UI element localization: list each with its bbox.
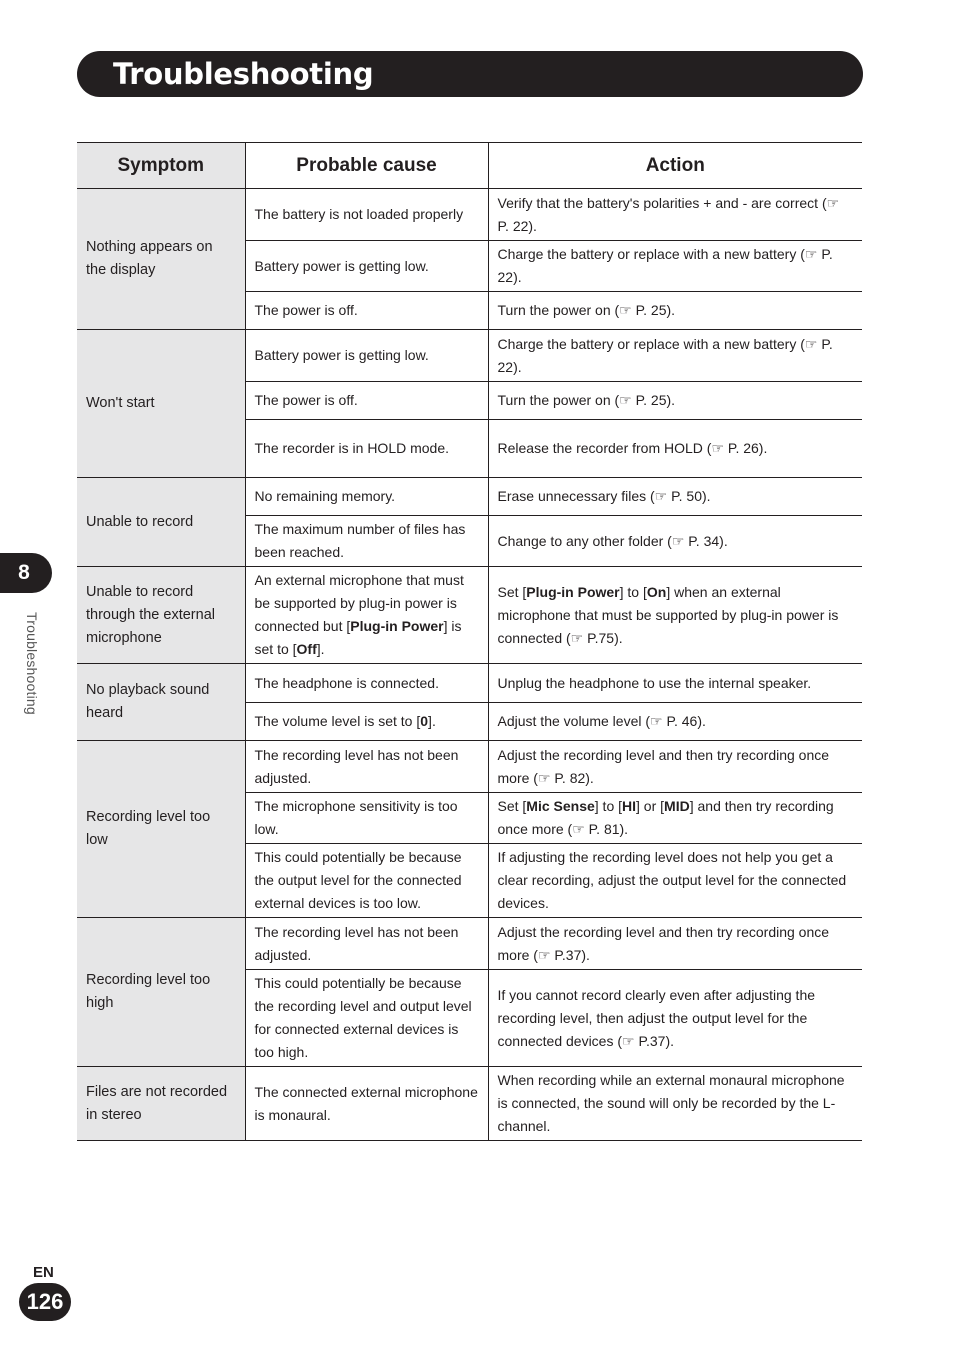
cause-cell: This could potentially be because the output level for the connected external devices is too low. <box>245 844 488 918</box>
cause-cell: Battery power is getting low. <box>245 330 488 382</box>
column-header-action: Action <box>488 143 862 189</box>
cause-cell: The connected external microphone is monaural. <box>245 1067 488 1141</box>
title-bar <box>77 51 863 97</box>
chapter-tab <box>0 553 52 593</box>
page-number: 126 <box>19 1283 71 1321</box>
table-row <box>77 567 862 664</box>
cause-cell: The recorder is in HOLD mode. <box>245 420 488 478</box>
column-header-symptom: Symptom <box>77 143 245 189</box>
chapter-label: Troubleshooting <box>24 612 40 715</box>
language-label: EN <box>33 1264 54 1281</box>
cause-cell: This could potentially be because the recording level and output level for connected external devices is too high. <box>245 970 488 1067</box>
table-row <box>77 330 862 382</box>
cause-cell: The maximum number of files has been reached. <box>245 516 488 567</box>
action-cell: When recording while an external monaural microphone is connected, the sound will only be recorded by the L-channel. <box>488 1067 862 1141</box>
cause-cell: The battery is not loaded properly <box>245 189 488 241</box>
action-cell: Set [Plug-in Power] to [On] when an external microphone that must be supported by plug-in power is connected (☞ P.75). <box>488 567 862 664</box>
action-cell: Unplug the headphone to use the internal speaker. <box>488 664 862 703</box>
symptom-cell: Files are not recorded in stereo <box>77 1067 245 1141</box>
cause-cell: The headphone is connected. <box>245 664 488 703</box>
action-cell: Charge the battery or replace with a new battery (☞ P. 22). <box>488 241 862 292</box>
cause-cell: The microphone sensitivity is too low. <box>245 793 488 844</box>
cause-cell: The power is off. <box>245 292 488 330</box>
symptom-cell: Nothing appears on the display <box>77 189 245 330</box>
action-cell: Turn the power on (☞ P. 25). <box>488 292 862 330</box>
action-cell: If adjusting the recording level does not help you get a clear recording, adjust the output level for the connected devices. <box>488 844 862 918</box>
action-cell: Turn the power on (☞ P. 25). <box>488 382 862 420</box>
cause-cell: The recording level has not been adjusted. <box>245 741 488 793</box>
action-cell: Change to any other folder (☞ P. 34). <box>488 516 862 567</box>
table-header-row <box>77 143 862 189</box>
action-cell: Verify that the battery's polarities + and - are correct (☞ P. 22). <box>488 189 862 241</box>
column-header-cause: Probable cause <box>245 143 488 189</box>
table-body <box>77 189 862 1141</box>
cause-cell: Battery power is getting low. <box>245 241 488 292</box>
action-cell: Erase unnecessary files (☞ P. 50). <box>488 478 862 516</box>
symptom-cell: No playback sound heard <box>77 664 245 741</box>
table-row <box>77 1067 862 1141</box>
chapter-number: 8 <box>18 561 30 584</box>
table-row <box>77 664 862 703</box>
action-cell: Set [Mic Sense] to [HI] or [MID] and then try recording once more (☞ P. 81). <box>488 793 862 844</box>
cause-cell: The recording level has not been adjusted. <box>245 918 488 970</box>
symptom-cell: Recording level too low <box>77 741 245 918</box>
symptom-cell: Recording level too high <box>77 918 245 1067</box>
table-row <box>77 918 862 970</box>
cause-cell: The volume level is set to [0]. <box>245 703 488 741</box>
action-cell: Adjust the volume level (☞ P. 46). <box>488 703 862 741</box>
cause-cell: The power is off. <box>245 382 488 420</box>
symptom-cell: Won't start <box>77 330 245 478</box>
action-cell: Adjust the recording level and then try recording once more (☞ P.37). <box>488 918 862 970</box>
action-cell: If you cannot record clearly even after adjusting the recording level, then adjust the output level for the connected devices (☞ P.37). <box>488 970 862 1067</box>
action-cell: Release the recorder from HOLD (☞ P. 26). <box>488 420 862 478</box>
action-cell: Charge the battery or replace with a new battery (☞ P. 22). <box>488 330 862 382</box>
symptom-cell: Unable to record <box>77 478 245 567</box>
action-cell: Adjust the recording level and then try recording once more (☞ P. 82). <box>488 741 862 793</box>
cause-cell: An external microphone that must be supported by plug-in power is connected but [Plug-in Power] is set to [Off]. <box>245 567 488 664</box>
page-title: Troubleshooting <box>113 57 374 91</box>
symptom-cell: Unable to record through the external microphone <box>77 567 245 664</box>
table-row <box>77 741 862 793</box>
cause-cell: No remaining memory. <box>245 478 488 516</box>
troubleshooting-table <box>77 142 862 1141</box>
table-row <box>77 478 862 516</box>
table-row <box>77 189 862 241</box>
